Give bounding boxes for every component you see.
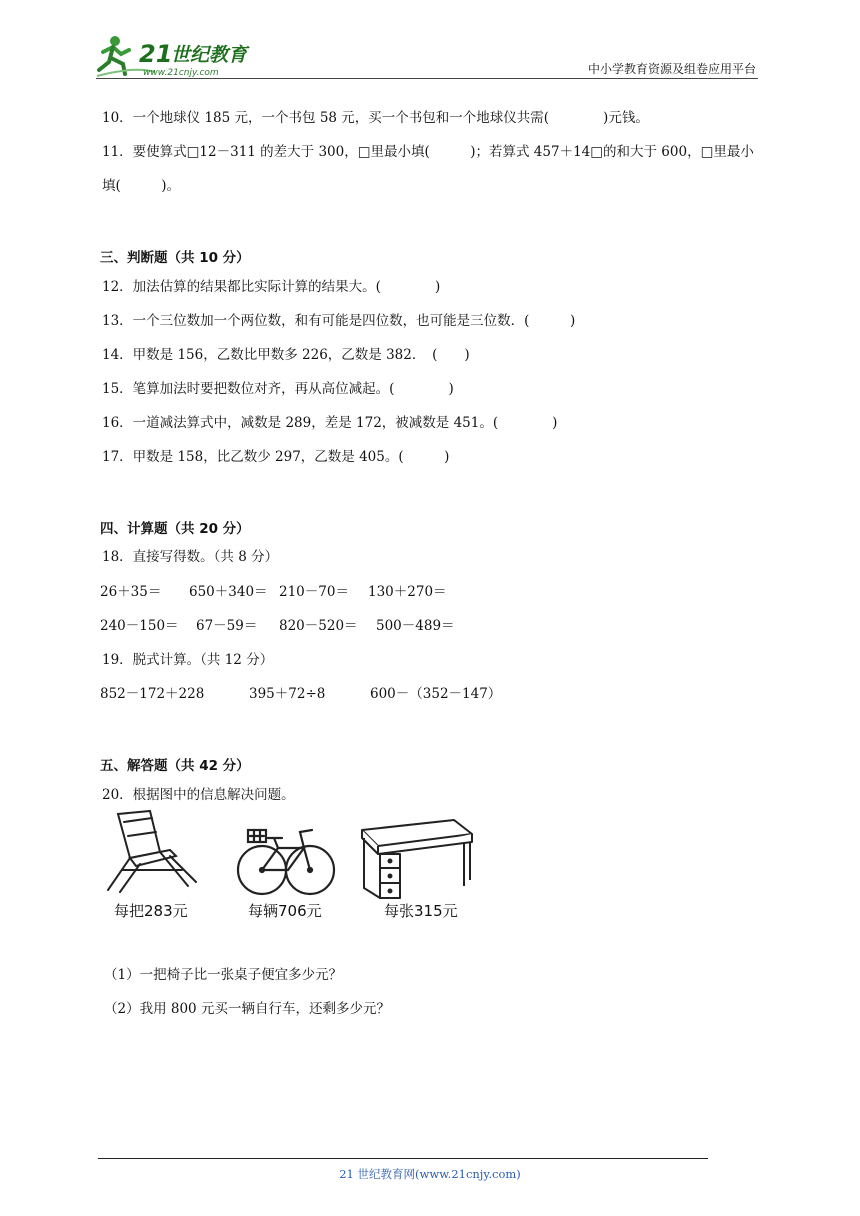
question-11-line2: 填( )。: [102, 178, 181, 194]
question-15: 15．笔算加法时要把数位对齐，再从高位减起。( ): [102, 381, 454, 397]
site-logo: [95, 32, 260, 80]
svg-text:21: 21: [139, 40, 173, 68]
question-20-part-1: （1）一把椅子比一张桌子便宜多少元？: [104, 967, 343, 983]
desk-price: 每张315元: [384, 902, 458, 920]
footer-divider: [98, 1158, 708, 1159]
calc-item: 130＋270＝: [368, 584, 447, 600]
question-16: 16．一道减法算式中，减数是 289，差是 172，被减数是 451。( ): [102, 415, 558, 431]
question-20-title: 20．根据图中的信息解决问题。: [102, 787, 295, 803]
calc-item: 820－520＝: [279, 618, 358, 634]
price-illustration: [100, 808, 480, 926]
calc-item: 500－489＝: [376, 618, 455, 634]
chair-icon: [108, 811, 196, 892]
question-11-line1: 11．要使算式□12－311 的差大于 300，□里最小填( )；若算式 457＋14□的和大于 600，□里最小: [102, 144, 754, 160]
question-19-title: 19．脱式计算。（共 12 分）: [102, 652, 274, 668]
section-3-title: 三、判断题（共 10 分）: [100, 250, 250, 266]
calc-item: 26＋35＝: [100, 584, 162, 600]
header-platform-text: 中小学教育资源及组卷应用平台: [587, 62, 756, 76]
bicycle-price: 每辆706元: [248, 902, 322, 920]
section-4-title: 四、计算题（共 20 分）: [100, 521, 250, 537]
footer-text[interactable]: 21 世纪教育网(www.21cnjy.com): [339, 1167, 521, 1181]
desk-icon: [362, 820, 472, 898]
question-10: 10．一个地球仪 185 元，一个书包 58 元，买一个书包和一个地球仪共需( )元钱。: [102, 110, 649, 126]
header-divider: [96, 78, 758, 79]
calc-item: 240－150＝: [100, 618, 179, 634]
calc-item: 852－172＋228: [100, 686, 205, 702]
chair-price: 每把283元: [114, 902, 188, 920]
question-12: 12．加法估算的结果都比实际计算的结果大。( ): [102, 279, 441, 295]
bicycle-icon: [238, 830, 334, 894]
svg-text:www.21cnjy.com: www.21cnjy.com: [143, 68, 219, 78]
calc-item: 395＋72÷8: [249, 686, 326, 702]
section-5-title: 五、解答题（共 42 分）: [100, 758, 250, 774]
calc-item: 600－（352－147）: [370, 686, 502, 702]
calc-item: 650＋340＝: [189, 584, 268, 600]
svg-text:世纪教育: 世纪教育: [171, 44, 248, 66]
question-17: 17．甲数是 158，比乙数少 297，乙数是 405。( ): [102, 449, 450, 465]
calc-item: 67－59＝: [196, 618, 258, 634]
calc-item: 210－70＝: [279, 584, 349, 600]
question-18-title: 18．直接写得数。（共 8 分）: [102, 549, 279, 565]
question-14: 14．甲数是 156，乙数比甲数多 226，乙数是 382． ( ): [102, 347, 470, 363]
question-13: 13．一个三位数加一个两位数，和有可能是四位数，也可能是三位数．( ): [102, 313, 576, 329]
question-20-part-2: （2）我用 800 元买一辆自行车，还剩多少元？: [104, 1001, 390, 1017]
